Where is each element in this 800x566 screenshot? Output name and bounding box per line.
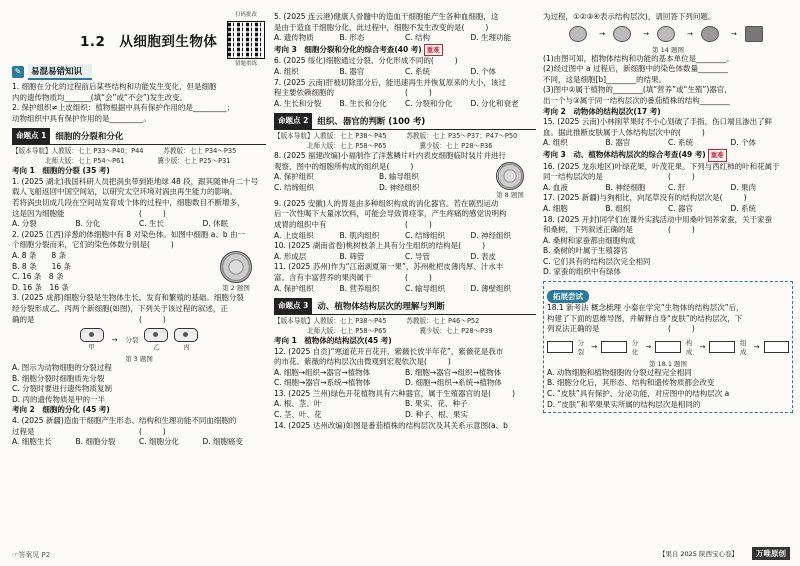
brand-logo: 万唯原创 (752, 547, 790, 560)
option[interactable]: B. 8 条 16 条 (12, 261, 71, 271)
option[interactable]: A. 桑树和家蚕都由细胞构成 (543, 235, 636, 245)
question-9-line: 成胃的组织中有 (274, 219, 327, 229)
option[interactable]: A. 8 条 8 条 (12, 250, 67, 260)
figure-caption: 第 14 题图 (652, 45, 684, 54)
q6-options (274, 67, 536, 78)
question-18-line: 和桑树，下列叙述正确的是 (543, 225, 633, 235)
extension-box (543, 281, 793, 413)
arrow-icon: → (591, 342, 598, 351)
cell-diagram (80, 328, 104, 342)
q17-options (543, 204, 793, 215)
option[interactable]: C. 肝 (668, 182, 686, 192)
topic-heading (543, 149, 793, 162)
option[interactable]: D. 薄壁组织 (470, 283, 512, 293)
option[interactable]: A. 细胞生长 (12, 437, 52, 447)
question-15-line: 血。据此推断皮肤属于人体结构层次中的 (543, 127, 678, 137)
arrow-icon: → (111, 335, 118, 344)
topic-heading: 考向 2 细胞的分化 (45 考) (12, 405, 110, 415)
option[interactable]: D. 分化和衰老 (470, 98, 519, 108)
question-7-line: 程主要依赖细胞的 (274, 88, 334, 98)
figure-caption: 第 18.1 题图 (648, 359, 688, 368)
flow-box (547, 341, 573, 353)
topic-heading-text: 考向 3 动、植物体结构层次的综合考查(49 考) (543, 149, 706, 159)
option[interactable]: B. 组织 (605, 203, 631, 213)
option[interactable]: B. 输导组织 (379, 172, 419, 182)
option[interactable]: C. 结缔组织 (274, 182, 315, 192)
figure-label: 分裂 (125, 336, 139, 345)
topic-heading: 考向 1 植物体的结构层次(45 考) (274, 335, 392, 345)
option[interactable]: C. 器官 (668, 203, 694, 213)
question-9: 9. (2025 安徽)人的胃是由多种组织构成的消化器官。若在剧烈运动 (274, 198, 499, 208)
answer-paren[interactable]: ( ) (461, 22, 491, 32)
topic-heading-text: 考向 3 细胞分裂和分化的综合考查(40 考) (274, 44, 422, 54)
question-18-1-line: 构建了下面的思维导图，并解释自身“皮肤”的结构层次，下 (547, 313, 743, 323)
option[interactable]: A. 生长和分裂 (274, 98, 322, 108)
arrow-icon: → (699, 342, 706, 351)
arrow-icon: → (645, 342, 652, 351)
option[interactable]: D. 个体 (730, 138, 757, 148)
figure-caption: 第 2 题图 (222, 283, 250, 292)
option[interactable]: A. 保护组织 (274, 172, 314, 182)
option[interactable]: B. 细胞→器官→组织→植物体 (405, 367, 502, 377)
question-1-line: 载人飞船返回中国空间站，以研究太空环境对涡虫再生能力的影响。 (12, 187, 237, 197)
question-14-line: 为过程，①②③④表示结构层次)，请回答下列问题。 (543, 12, 716, 21)
flow-box (709, 341, 735, 353)
section-header-1 (12, 128, 266, 145)
q4-options (12, 437, 266, 448)
cell-diagram (144, 328, 168, 342)
question-3-line: 经分裂形成乙、丙两个新细胞(如图)，下列关于该过程的叙述，正 (12, 303, 228, 313)
qr-block[interactable] (226, 12, 266, 68)
banner-label: 易混易错知识 (28, 64, 92, 80)
answer-paren[interactable]: ( ) (668, 225, 697, 235)
option[interactable]: D. 生理功能 (470, 33, 512, 43)
q15-options (543, 138, 793, 149)
cell-image (220, 251, 252, 283)
question-10: 10. (2025 湖南省卷)桃树枝条上具有分生组织的结构是 (274, 241, 459, 251)
figure-label: 甲 (88, 343, 95, 352)
option[interactable]: A. 图示为动物细胞的分裂过程 (12, 363, 112, 373)
option[interactable]: B. 分化 (75, 219, 101, 229)
question-11-line: 富。含有丰富营养的果肉属于 (274, 272, 372, 282)
question-1-line: 若将涡虫切成几段在空间站发育成个体的过程中，细胞数目不断增多， (12, 197, 245, 207)
section-title: 细胞的分裂和分化 (55, 132, 124, 143)
version-guide-line: 【版本导航】人教版：七上 P38～P45 苏教版：七上 P46～P52 (274, 317, 480, 326)
section-tag: 命题点 1 (12, 128, 50, 144)
figure-caption: 第 8 题图 (496, 190, 524, 199)
book-icon: ✎ (12, 66, 24, 78)
answer-paren[interactable]: ( ) (139, 314, 168, 324)
option[interactable]: D. 神经组织 (470, 230, 512, 240)
section-header-3 (274, 298, 536, 315)
option[interactable]: A. 保护组织 (274, 283, 314, 293)
question-2: 2. (2025 江西)洋葱的体细胞中有 8 对染色体。如图中细胞 a、b 由一 (12, 229, 246, 239)
option[interactable]: A. 动物细胞和植物细胞的分裂过程完全相同 (547, 367, 692, 377)
column-3 (543, 12, 793, 558)
q10-options (274, 252, 536, 263)
option[interactable]: B. 细胞分裂 (75, 437, 116, 447)
answer-paren[interactable]: ( ) (719, 193, 749, 203)
micrograph-image (496, 162, 524, 190)
option[interactable]: A. 血液 (543, 182, 568, 192)
topic-heading (274, 44, 536, 57)
q2-body (12, 251, 266, 293)
figure-label: 丙 (183, 343, 190, 352)
option[interactable]: C. 16 条 8 条 (12, 272, 64, 282)
question-11: 11. (2025 苏州)作为“江南剥夏第一果”，苏州枇杷皮薄肉厚、汁水丰 (274, 262, 504, 272)
qr-label-bottom: 错题重练 (234, 61, 257, 67)
option[interactable]: A. 遗传物质 (274, 33, 314, 43)
version-guide-line: 北师大版：七上 P58～P65 冀少版：七上 P28～P36 (274, 141, 493, 150)
option[interactable]: B. 细胞分裂时细胞质先分裂 (12, 373, 105, 383)
figure-2 (206, 251, 266, 293)
option[interactable]: D. 表皮 (470, 251, 497, 261)
version-guide-line: 【版本导航】人教版：七上 P38～P45 苏教版：七上 P35～P37；P47～P50 (274, 132, 518, 141)
easy-error-2b: 动物组织中具有保护作用的是_________。 (12, 113, 151, 123)
option[interactable]: B. 果实、花、种子 (405, 399, 468, 409)
question-4-line: 过程是 (12, 426, 35, 436)
answer-paren[interactable]: ( ) (668, 172, 697, 182)
option[interactable]: D. 神经组织 (379, 182, 420, 192)
topic-heading: 考向 2 动物体的结构层次(17 考) (543, 106, 661, 116)
extension-heading: 拓展尝试 (547, 290, 589, 303)
option[interactable]: B. 神经细胞 (605, 182, 646, 192)
option[interactable]: A. 组织 (543, 138, 568, 148)
option[interactable]: A. 分裂 (12, 219, 37, 229)
question-15: 15. (2025 云南)小林削苹果时不小心划破了手指，伤口端且渗出了鲜 (543, 117, 773, 127)
flow-box (764, 341, 790, 353)
option[interactable]: B. 筛管 (339, 251, 365, 261)
flow-box (601, 341, 627, 353)
qr-code-icon[interactable] (227, 21, 265, 59)
difficulty-badge: 重难 (708, 149, 727, 162)
q11-options (274, 284, 536, 295)
question-3: 3. (2025 成都)细胞分裂是生物体生长、发育和繁殖的基础。细胞分裂 (12, 293, 244, 303)
question-2-line: 个细胞分裂而来，它们的染色体数分别是 (12, 240, 147, 250)
arrow-icon: → (599, 29, 606, 38)
figure-14 (543, 26, 793, 42)
q9-options (274, 231, 536, 242)
column-1 (12, 12, 266, 558)
figure-18-1 (547, 338, 789, 356)
difficulty-badge: 重难 (424, 44, 443, 57)
question-18-1-line: 列说法正确的是 (547, 324, 600, 334)
option[interactable]: D. 系统 (730, 203, 757, 213)
option[interactable]: C. 细胞→器官→系统→植物体 (274, 378, 371, 388)
option[interactable]: C. 细胞分化 (139, 437, 180, 447)
section-title: 组织、器官的判断 (100 考) (317, 117, 426, 128)
column-2 (274, 12, 536, 558)
answer-paren[interactable]: ( ) (668, 324, 697, 334)
option[interactable]: D. “皮肤”和苹果果实所属的结构层次是相同的 (547, 399, 701, 409)
answer-paren[interactable]: ( ) (424, 357, 453, 367)
tomato-plant-icon (745, 26, 763, 42)
answer-paren[interactable]: ( ) (678, 127, 707, 137)
option[interactable]: C. 结构 (405, 33, 431, 43)
option[interactable]: C. 导管 (405, 251, 431, 261)
section-tag: 命题点 2 (274, 113, 312, 129)
arrow-icon: → (687, 29, 693, 38)
question-12-line: 的市花。紫薇的结构层次由微观到宏观依次是 (274, 357, 424, 367)
option[interactable]: D. 果肉 (730, 182, 757, 192)
flow-label: 分裂 (577, 338, 585, 356)
option[interactable]: C. 输导组织 (405, 283, 446, 293)
q7-options (274, 99, 536, 110)
question-8: 8. (2025 福建改编)小福制作了洋葱鳞片叶内表皮细胞临时装片并进行 (274, 151, 506, 161)
question-16: 16. (2025 龙东地区)叶绿花果，叶茂花果。下列与西红柿的叶和花属于 (543, 161, 780, 171)
option[interactable]: A. 根、茎、叶 (274, 399, 322, 409)
answer-paren[interactable]: ( ) (430, 56, 460, 66)
question-17: 17. (2025 新疆)与狗相比，向尾草没有的结构层次是 (543, 193, 720, 203)
version-guide-line: 【版本导航】人教版：七上 P33～P40；P44 苏教版：七上 P34～P35 (12, 147, 237, 156)
option[interactable]: B. 桑树的叶属于生殖器官 (543, 246, 628, 256)
section-tag: 命题点 3 (274, 298, 312, 314)
option[interactable]: B. 细胞分化后，其形态、结构和遗传物质都会改变 (547, 378, 715, 388)
figure-caption: 第 3 题图 (125, 355, 153, 364)
option[interactable]: A. 细胞 (543, 203, 568, 213)
option[interactable]: D. 休眠 (202, 219, 229, 229)
question-14-sub-1: (1)由图可知，植物体结构和功能的基本单位是________。 (543, 53, 734, 63)
flow-label: 构成 (685, 338, 693, 356)
figure-3 (12, 328, 266, 351)
answer-paren[interactable]: ( ) (139, 426, 168, 436)
question-18-1: 18.1 新考法 概念梳理 小泰在学完“生物体的结构层次”后， (547, 303, 744, 313)
answer-paren[interactable]: ( ) (405, 88, 434, 98)
question-14-sub-3b: 出一个与③属于同一结构层次的番茄植株的结构________ (543, 95, 730, 105)
option[interactable]: A. 上皮组织 (274, 230, 314, 240)
option[interactable]: D. 个体 (470, 66, 497, 76)
question-1-line: 这是因为细胞能 (12, 208, 65, 218)
answer-paren[interactable]: ( ) (488, 388, 517, 398)
option[interactable]: D. 丙的遗传物质是甲的一半 (12, 394, 106, 404)
question-5: 5. (2025 连云港)健康人骨髓中的造血干细胞能产生各种血细胞，这 (274, 12, 499, 21)
question-3-line: 确的是 (12, 314, 35, 324)
option[interactable]: D. 细胞癌变 (202, 437, 244, 447)
option[interactable]: C. 生长 (139, 219, 165, 229)
answer-page-ref: ☞答案见 P2 (12, 551, 51, 559)
question-18: 18. (2025 开封)同学们在课外实践活动中用桑叶饲养家蚕，关于家蚕 (543, 214, 773, 224)
option[interactable]: D. 种子、根、果实 (405, 410, 469, 420)
source-note: 【果自 2025 陕西宝心卷】 (658, 550, 738, 558)
question-7: 7. (2025 云南)肝被切除部分后，能迅速再生并恢复原来的大小，该过 (274, 77, 506, 87)
option[interactable]: C. 它们具有的结构层次完全相同 (543, 256, 651, 266)
section-header-2 (274, 113, 536, 130)
easy-error-2: 2. 保护组织≠上皮组织：植物根据中具有保护作用的是_________； (12, 103, 235, 113)
easy-error-1: 1. 细胞在分化的过程前后某些结构和功能发生变化，但是细胞 (12, 82, 217, 91)
question-13: 13. (2025 兰州)绿色开花植物具有六种器官，属于生殖器官的是 (274, 388, 489, 398)
tissue-icon (613, 26, 631, 42)
option[interactable]: D. 家蚕的组织中有绿体 (543, 267, 622, 277)
qr-label-top: 扫码批改 (234, 12, 257, 18)
cell-diagram (174, 328, 198, 342)
option[interactable]: B. 形态 (339, 33, 365, 43)
arrow-icon: → (643, 29, 649, 38)
question-9-line: 后一次性喝下大量冰饮料，可能会导致胃痉挛，产生疼痛的感觉说明构 (274, 209, 507, 219)
option[interactable]: A. 形成层 (274, 251, 307, 261)
question-5-line: 是由于造血干细胞分化，此过程中，细胞不发生改变的是 (274, 22, 462, 32)
option[interactable]: C. 茎、叶、花 (274, 410, 322, 420)
cell-icon (569, 26, 587, 42)
option[interactable]: C. “皮肤”具有保护、分泌功能，对应图中的结构层次 a (547, 389, 730, 399)
q1-options (12, 219, 266, 230)
option[interactable]: C. 分裂时要进行遗传物质复制 (12, 384, 113, 394)
flow-box (655, 341, 681, 353)
topic-heading: 考向 1 细胞的分裂 (35 考) (12, 166, 110, 176)
figure-8 (484, 162, 536, 199)
q5-options (274, 33, 536, 44)
option[interactable]: C. 系统 (668, 138, 694, 148)
page-title: 1.2 从细胞到生物体 (80, 34, 218, 50)
tomato-fruit-icon (701, 26, 719, 42)
option[interactable]: C. 系统 (405, 66, 431, 76)
answer-paren[interactable]: ( ) (386, 161, 416, 171)
arrow-icon: → (730, 29, 737, 38)
option[interactable]: C. 分裂和分化 (405, 98, 453, 108)
question-1: 1. (2025 湖北)我国科研人员把涡虫带到距地球 48 段，跟其随神舟二十号 (12, 176, 259, 186)
answer-paren[interactable]: ( ) (405, 219, 434, 229)
question-14-sub-3: (3)图中②属于植物的________(填“营养”或“生殖”)器官， (543, 85, 732, 95)
section-title: 动、植物体结构层次的理解与判断 (317, 302, 445, 313)
flow-label: 组成 (740, 338, 747, 356)
answer-paren[interactable]: ( ) (405, 272, 434, 282)
question-12: 12. (2025 自贡)“寒道花开百花开，紫薇长放半年花”，紫薇花是我市 (274, 346, 504, 356)
option[interactable]: D. 细胞→组织→系统→植物体 (405, 378, 502, 388)
option[interactable]: D. 16 条 16 条 (12, 282, 69, 292)
question-14-sub-2b: 不同，这是细胞[b]________的结果。 (543, 74, 667, 84)
easy-error-1b: 内的遗传物质均_______(填“会”或“不会”)发生改变。 (12, 92, 188, 102)
answer-paren[interactable]: ( ) (458, 241, 487, 251)
option[interactable]: C. 结缔组织 (405, 230, 446, 240)
answer-paren[interactable]: ( ) (147, 240, 176, 250)
option[interactable]: A. 组织 (274, 66, 299, 76)
arrow-icon: → (753, 342, 760, 351)
flow-label: 分化 (631, 338, 639, 356)
version-guide-line: 北师大版：七上 P58～P65 冀少版：七上 P28～P39 (274, 326, 493, 335)
option[interactable]: B. 生长和分化 (339, 98, 387, 108)
question-6: 6. (2025 绥化)细胞通过分裂、分化形成不同的 (274, 56, 431, 66)
option[interactable]: A. 细胞→组织→器官→植物体 (274, 367, 371, 377)
question-4: 4. (2025 新疆)造血干细胞产生形态、结构和生理功能不同血细胞的 (12, 416, 237, 426)
option[interactable]: B. 器官 (339, 66, 365, 76)
option[interactable]: B. 器官 (605, 138, 631, 148)
answer-paren[interactable]: ( ) (139, 208, 168, 218)
option[interactable]: B. 营养组织 (339, 283, 380, 293)
question-8-line: 观察，图中的细胞所构成的组织是 (274, 161, 387, 171)
question-14: 14. (2025 达州改编)如图是番茄植株的结构层次及其关系示意图(a、b (274, 420, 508, 430)
organ-icon (657, 26, 675, 42)
option[interactable]: B. 肌肉组织 (339, 230, 380, 240)
figure-label: 乙 (153, 343, 160, 352)
version-guide-line: 北师大版：七上 P54～P61 冀少版：七上 P25～P31 (12, 156, 231, 165)
question-16-line: 同一结构层次的是 (543, 172, 603, 182)
q16-options (543, 183, 793, 194)
q8-body (274, 162, 536, 199)
question-14-sub-2: (2)经过图中 a 过程后，新细胞中的染色体数量________ (543, 64, 728, 74)
